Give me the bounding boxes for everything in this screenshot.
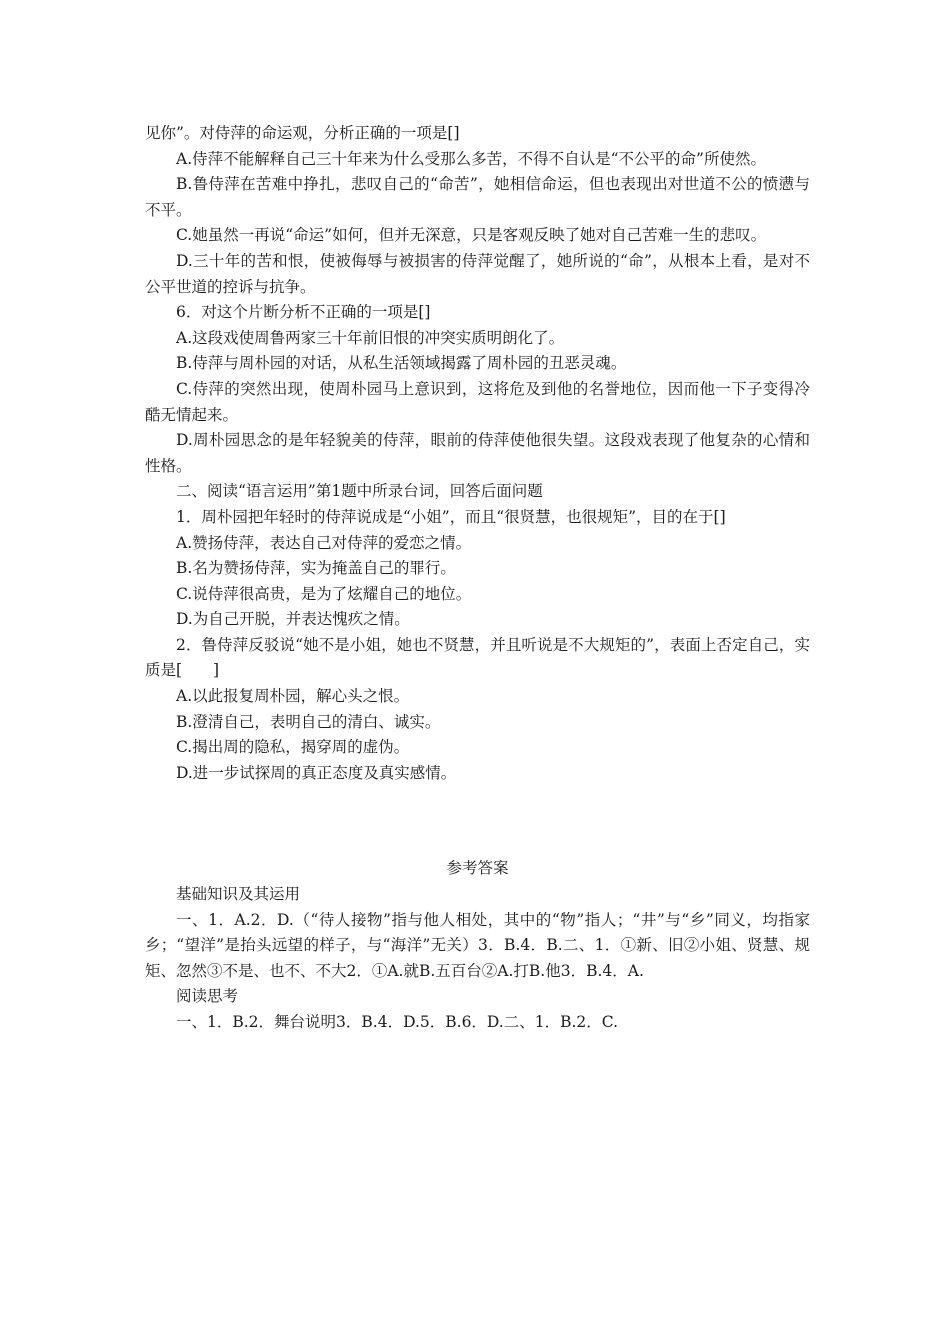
text-line: C.说侍萍很高贵，是为了炫耀自己的地位。 [176,584,472,603]
answer-section [145,882,810,1036]
text-line: A.以此报复周朴园，解心头之恨。 [176,687,410,706]
text-line: B.名为赞扬侍萍，实为掩盖自己的罪行。 [176,559,456,578]
text-line: A.赞扬侍萍，表达自己对侍萍的爱恋之情。 [176,533,472,552]
text-line: D.周朴园思念的是年轻貌美的侍萍，眼前的侍萍使他很失望。这段戏表现了他复杂的心情和性格。 [145,431,810,475]
text-line: 基础知识及其运用 [176,885,301,904]
text-line: 1．周朴园把年轻时的侍萍说成是“小姐”，而且“很贤慧，也很规矩”，目的在于[] [176,507,726,526]
text-line: A.侍萍不能解释自己三十年来为什么受那么多苦，不得不自认是“不公平的命”所使然。 [176,149,766,168]
text-line: B.侍萍与周朴园的对话，从私生活领域揭露了周朴园的丑恶灵魂。 [176,354,627,373]
text-line: D.三十年的苦和恨，使被侮辱与被损害的侍萍觉醒了，她所说的“命”，从根本上看，是对不公平世道的控诉与抗争。 [145,251,810,296]
text-line: C.侍萍的突然出现，使周朴园马上意识到，这将危及到他的名誉地位，因而他一下子变得冷酷无情起来。 [145,379,810,424]
section-gap [145,786,810,856]
text-line: 一、1．B.2．舞台说明3．B.4．D.5．B.6．D.二、1．B.2．C. [176,1013,619,1031]
text-line: 二、阅读“语言运用”第1题中所录台词，回答后面问题 [176,482,543,501]
text-line: 一、1．A.2．D.（“待人接物”指与他人相处，其中的“物”指人；“井”与“乡”同义，均指家乡；“望洋”是抬头远望的样子，与“海洋”无关）3．B.4．B.二、1．①新、旧②小姐、贤慧、规矩、忽然③不是、也不、不大2．①A.就B.五百台②A.打B.他3．B.4．A. [145,910,810,980]
text-line: 阅读思考 [176,987,239,1006]
text-line: C.揭出周的隐私，揭穿周的虚伪。 [176,738,410,757]
text-line: D.进一步试探周的真正态度及真实感情。 [176,763,457,782]
text-line: A.这段戏使周鲁两家三十年前旧恨的冲突实质明朗化了。 [176,328,565,347]
text-line: D.为自己开脱，并表达愧疚之情。 [176,610,410,629]
text-line: 6．对这个片断分析不正确的一项是[] [176,303,431,322]
answer-title: 参考答案 [446,859,509,878]
text-line: 见你”。对侍萍的命运观，分析正确的一项是[] [145,124,460,142]
text-line: 2．鲁侍萍反驳说“她不是小姐，她也不贤慧，并且听说是不大规矩的”，表面上否定自己，实质是[ ] [145,635,810,680]
text-line: C.她虽然一再说“命运”如何，但并无深意，只是客观反映了她对自己苦难一生的悲叹。 [176,226,767,245]
text-line: B.澄清自己，表明自己的清白、诚实。 [176,712,441,731]
text-line: B.鲁侍萍在苦难中挣扎，悲叹自己的“命苦”，她相信命运，但也表现出对世道不公的愤懑与不平。 [145,175,810,219]
document-page [145,121,810,1036]
question-section [145,121,810,786]
